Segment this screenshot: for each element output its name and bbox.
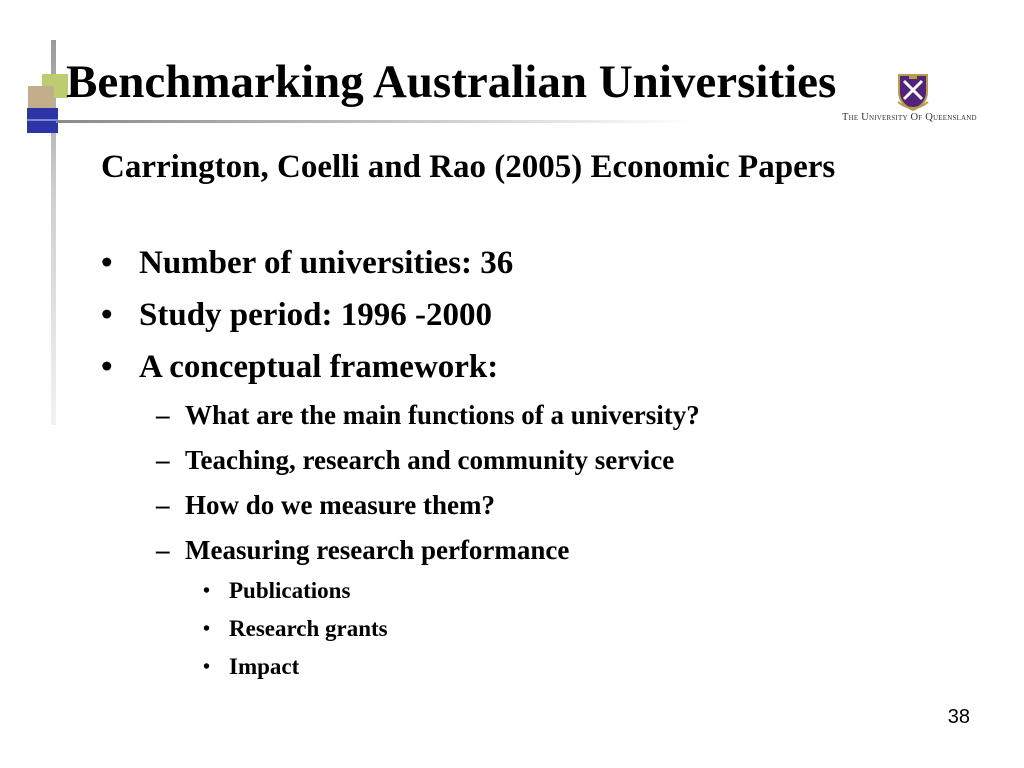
bullet-marker: • [101, 297, 113, 333]
sub-sub-bullet-text: Publications [229, 578, 351, 603]
sub-bullet-text: Measuring research performance [185, 535, 570, 565]
dash-marker: – [156, 535, 170, 565]
bullet-marker: • [203, 580, 211, 602]
decorative-tan-square [28, 86, 54, 110]
sub-bullet-text: How do we measure them? [185, 490, 495, 520]
dash-marker: – [156, 445, 170, 475]
slide-title: Benchmarking Australian Universities [66, 56, 837, 108]
bullet-text: Number of universities: 36 [139, 245, 514, 281]
bullet-text: A conceptual framework: [139, 349, 499, 385]
bullet-marker: • [203, 656, 211, 678]
decorative-blue-stripe [27, 119, 58, 121]
bullet-text: Study period: 1996 -2000 [139, 297, 492, 333]
university-name-logo: The University Of Queensland [842, 112, 977, 123]
bullet-marker: • [203, 618, 211, 640]
sub-sub-bullet-text: Impact [229, 654, 300, 679]
dash-marker: – [156, 490, 170, 520]
sub-bullet-text: Teaching, research and community service [185, 445, 675, 475]
page-number: 38 [947, 706, 970, 728]
sub-sub-bullet-text: Research grants [229, 616, 388, 641]
sub-bullet-text: What are the main functions of a university? [185, 400, 700, 430]
bullet-marker: • [101, 349, 113, 385]
citation-heading: Carrington, Coelli and Rao (2005) Economic Papers [101, 149, 836, 185]
title-underline [56, 120, 696, 123]
bullet-marker: • [101, 245, 113, 281]
university-crest-icon [896, 72, 930, 112]
dash-marker: – [156, 400, 170, 430]
